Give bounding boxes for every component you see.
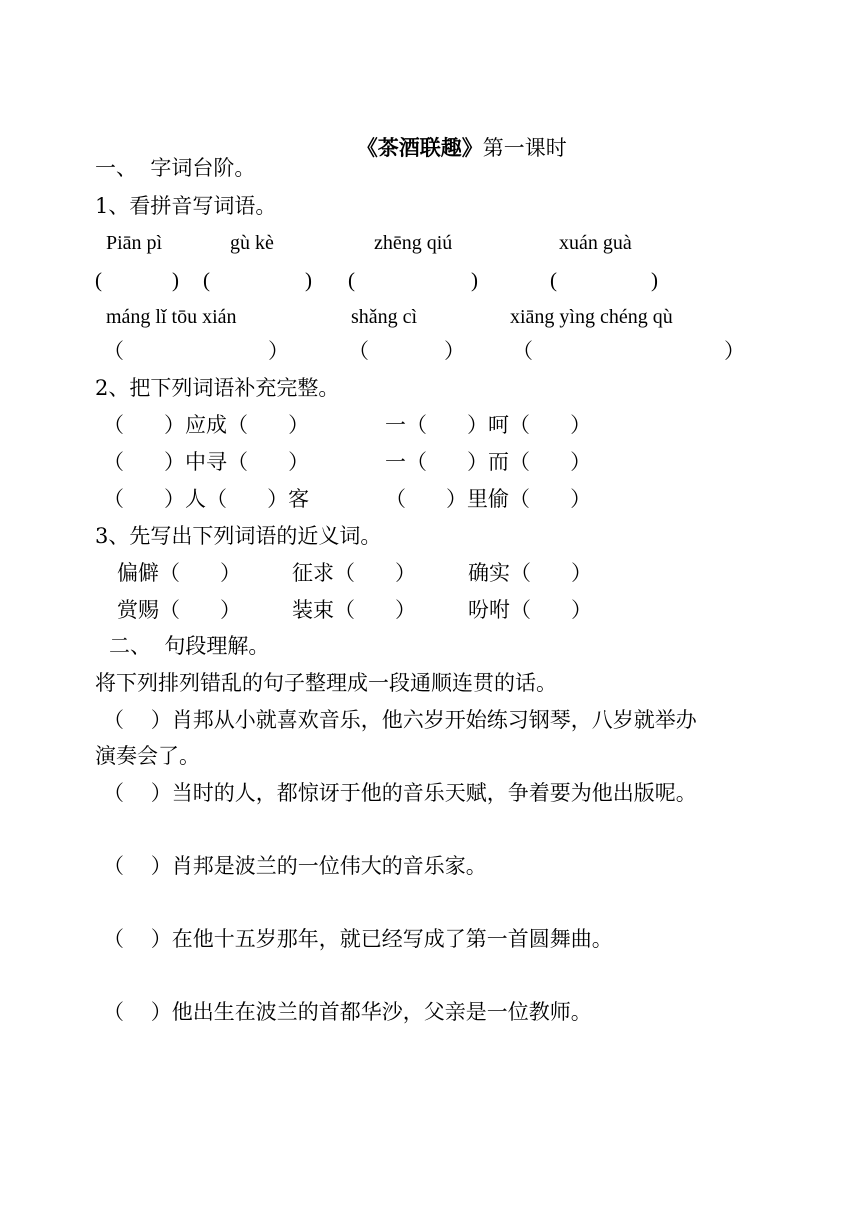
synonym-item[interactable]: 吩咐（ ） <box>468 598 593 622</box>
pinyin-item: shǎng cì <box>351 306 418 328</box>
sentence-item[interactable]: （ ）肖邦是波兰的一位伟大的音乐家。 <box>103 854 487 878</box>
sentence-continuation: 演奏会了。 <box>95 744 200 768</box>
fill-idiom-item[interactable]: （ ）人（ ）客 <box>103 487 310 511</box>
pinyin-item: xuán guà <box>559 232 632 254</box>
answer-blank[interactable]: ) <box>305 268 312 292</box>
fill-idiom-item[interactable]: （ ）中寻（ ） <box>103 450 310 474</box>
answer-blank[interactable]: ( <box>550 268 557 292</box>
question-3-label: 3、先写出下列词语的近义词。 <box>95 524 382 548</box>
synonym-item[interactable]: 征求（ ） <box>292 561 417 585</box>
answer-blank[interactable]: ） <box>268 339 289 363</box>
page-title <box>330 109 567 187</box>
pinyin-item: xiāng yìng chéng qù <box>510 306 673 328</box>
answer-blank[interactable]: ) <box>651 268 658 292</box>
lesson-period: 第一课时 <box>482 136 567 160</box>
answer-blank[interactable]: ） <box>444 339 465 363</box>
section-2-heading: 二、 句段理解。 <box>109 634 270 658</box>
pinyin-item: gù kè <box>230 232 274 254</box>
pinyin-item: máng lǐ tōu xián <box>106 306 237 328</box>
answer-blank[interactable]: （ <box>348 339 369 363</box>
synonym-item[interactable]: 偏僻（ ） <box>117 561 242 585</box>
answer-blank[interactable]: ） <box>724 339 745 363</box>
pinyin-item: zhēng qiú <box>374 232 453 254</box>
sentence-item[interactable]: （ ）肖邦从小就喜欢音乐，他六岁开始练习钢琴，八岁就举办 <box>103 708 697 732</box>
fill-idiom-item[interactable]: 一（ ）呵（ ） <box>385 413 592 437</box>
question-2-label: 2、把下列词语补充完整。 <box>95 376 340 400</box>
answer-blank[interactable]: ( <box>348 268 355 292</box>
answer-blank[interactable]: ) <box>471 268 478 292</box>
fill-idiom-item[interactable]: 一（ ）而（ ） <box>385 450 592 474</box>
answer-blank[interactable]: （ <box>103 339 124 363</box>
sentence-item[interactable]: （ ）当时的人，都惊讶于他的音乐天赋，争着要为他出版呢。 <box>103 781 697 805</box>
synonym-item[interactable]: 确实（ ） <box>468 561 593 585</box>
answer-blank[interactable]: ) <box>172 268 179 292</box>
section-2-instruction: 将下列排列错乱的句子整理成一段通顺连贯的话。 <box>95 671 557 695</box>
section-1-heading: 一、 字词台阶。 <box>95 156 256 180</box>
fill-idiom-item[interactable]: （ ）里偷（ ） <box>385 487 592 511</box>
synonym-item[interactable]: 赏赐（ ） <box>117 598 242 622</box>
lesson-title: 《茶酒联趣》 <box>356 135 483 160</box>
sentence-item[interactable]: （ ）他出生在波兰的首都华沙，父亲是一位教师。 <box>103 1000 592 1024</box>
answer-blank[interactable]: （ <box>512 339 533 363</box>
synonym-item[interactable]: 装束（ ） <box>292 598 417 622</box>
fill-idiom-item[interactable]: （ ）应成（ ） <box>103 413 310 437</box>
answer-blank[interactable]: ( <box>203 268 210 292</box>
sentence-item[interactable]: （ ）在他十五岁那年，就已经写成了第一首圆舞曲。 <box>103 927 613 951</box>
answer-blank[interactable]: ( <box>95 268 102 292</box>
question-1-label: 1、看拼音写词语。 <box>95 194 277 218</box>
pinyin-item: Piān pì <box>106 232 163 254</box>
